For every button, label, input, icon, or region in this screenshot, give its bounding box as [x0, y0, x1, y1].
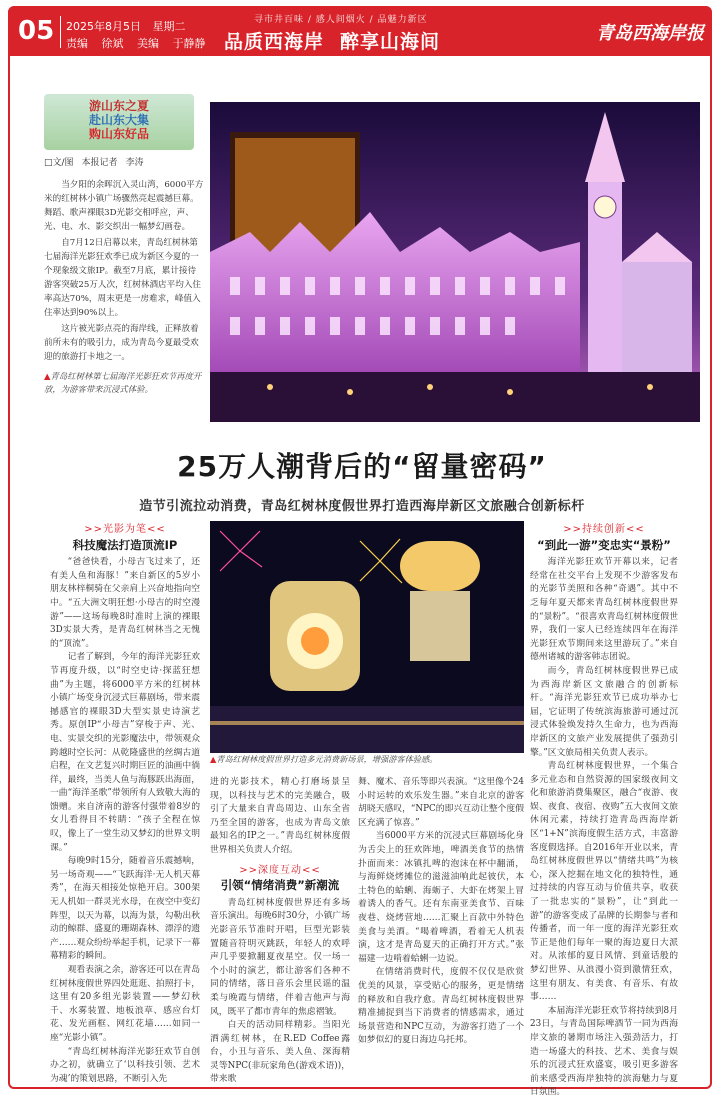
body-paragraph: 记者了解到，今年的海洋光影狂欢节再度升级，以“时空史诗·探蓝狂想曲”为主题，将6000平方米的红树林小镇广场变身沉浸式巨幕剧场，带来震撼感官的裸眼3D大型实景史诗演艺秀。原创IP“小母吉”穿梭于声、光、电、实景交织的光影魔法中，带领观众跨越时空长河：从乾隆盛世的丝绸古道启程，在文艺复兴时期巨匠的油画中徜徉，最终，当美人鱼与海豚跃出海面，一曲“海洋圣歌”带领所有人致敬大海的馈赠。来自济南的游客付强带着8岁的女儿看得目不转睛：“孩子全程在惊叹，像上了一堂生动又梦幻的世界文明课。” — [50, 652, 200, 853]
date-line — [66, 18, 194, 34]
newspaper-page — [8, 6, 712, 1098]
byline: □文/图 本报记者 李涛 — [44, 158, 144, 168]
section-title-4: “到此一游”变忠实“景粉” — [537, 537, 671, 552]
body-paragraph: 在情绪消费时代，度假不仅仅是欣赏优美的风景，享受贴心的服务，更是情绪的释放和自我疗愈。青岛红树林度假世界精准捕捉到当下消费者的情感需求，通过场景营造和NPC互动，为游客打造了一个如梦似幻的夏日海边乌托邦。 — [358, 967, 524, 1046]
section-title-2: 引领“情绪消费”新潮流 — [220, 878, 340, 893]
triangle-icon: ▲ — [210, 754, 217, 764]
body-paragraph: 白天的活动同样精彩。当阳光洒满红树林，在R.ED Coffee露台，小丑与音乐、美人鱼、深海精灵等NPC(非玩家角色(游戏术语))，带来歌 — [210, 1020, 350, 1085]
article-column-2 — [210, 776, 350, 1087]
body-paragraph: 青岛红树林度假世界还有多场音乐演出。每晚6时30分，小镇广场光影音乐节准时开唱，巨型光影装置随音符明灭跳跃，年轻人的欢呼声几乎要掀翻夏夜星空。仅一场一个小时的演艺，都让游客们各种不同的情绪，落日音乐会里民谣的温柔与晚霞与情绪，伴着吉他声与海风，既平了都市青年的焦虑褶皱。 — [210, 897, 350, 1017]
body-paragraph: 而今，青岛红树林度假世界已成为西海岸新区文旅融合的创新标杆。“海洋光影狂欢节已成功举办七届，它证明了传统滨海旅游可通过沉浸式体验焕发持久生命力，也为西海岸新区的文旅产业发展提供了强劲引擎。”区文旅局相关负责人表示。 — [530, 665, 678, 758]
article-column-3 — [358, 776, 524, 1048]
header-slogan: 寻市井百味 / 感人间烟火 / 品魅力新区 — [254, 15, 428, 25]
body-paragraph: 舞、魔术、音乐等即兴表演。“这里像个24小时运转的欢乐发生器。”来自北京的游客胡晓天感叹，“NPC的即兴互动让整个度假区充满了惊喜。” — [358, 777, 524, 828]
body-paragraph: “青岛红树林海洋光影狂欢节自创办之初，就确立了‘以科技引领、艺术为魂’的策划思路，不断引入先 — [50, 1046, 200, 1084]
page-number: 05 — [18, 16, 55, 46]
photo-caption: ▲青岛红树林第七届海洋光影狂欢节再度开放，为游客带来沉浸式体验。 — [44, 371, 202, 394]
newspaper-logo: 青岛西海岸报 — [596, 23, 704, 44]
light-installation-photo — [210, 521, 524, 753]
article-column-4 — [530, 523, 678, 1100]
lead-paragraph: 这片被光影点亮的海岸线，正释放着前所未有的吸引力，成为青岛今夏最受欢迎的旅游打卡地之一。 — [44, 324, 199, 362]
date: 2025年8月5日 — [66, 20, 141, 33]
section-title: 品质西海岸 醉享山海间 — [224, 31, 441, 53]
designer-name: 于静静 — [172, 37, 206, 50]
body-paragraph: 海洋光影狂欢节开幕以来，记者经常在社交平台上发现不少游客发布的光影节美照和各种“奇遇”。其中不乏每年夏天都来青岛红树林度假世界的“景粉”。“很喜欢青岛红树林度假世界，我们一家人已经连续四年在海洋光影狂欢节期间来这里游玩了。”来自德州诸城的游客韩志团说。 — [530, 557, 678, 663]
body-paragraph: 当6000平方米的沉浸式巨幕剧场化身为舌尖上的狂欢阵地，啤酒美食节的热情扑面而来：冰镇扎啤的泡沫在杯中翻涌，与海鲜烧烤摊位的滋滋油响此起彼伏，本土特色的蛤蜊、海蛎子、大虾在烤架上冒着诱人的香气。还有东南亚美食节、百味夜巷、烧烤营地……汇聚上百款中外特色美食与美酒。“喝着啤酒，看着无人机表演，这才是青岛夏天的正确打开方式。”张福建一边啃着蛤蜊一边说。 — [358, 831, 524, 964]
subheadline: 造节引流拉动消费，青岛红树林度假世界打造西海岸新区文旅融合创新标杆 — [139, 499, 585, 514]
header-divider — [60, 16, 61, 48]
lead-paragraph: 自7月12日启幕以来，青岛红树林第七届海洋光影狂欢季已成为新区今夏的一个现象级文旅IP。截至7月底，累计接待游客突破25万人次，红树林酒店平均入住率高达70%，周末更是一房难求，峰值入住率达到90%以上。 — [44, 238, 202, 318]
editor-role: 责编 — [66, 37, 88, 50]
castle-night-photo — [210, 102, 700, 422]
section-tag: >>深度互动<< — [239, 864, 321, 876]
body-paragraph: “爸爸快看，小母吉飞过来了，还有美人鱼和海豚！”来自新区的5岁小朋友林梓桐骑在父亲肩上兴奋地指向空中。“五大洲文明狂想·小母吉的时空漫游”——这场每晚8时准时上演的裸眼3D实景大秀，是青岛红树林当之无愧的“顶流”。 — [50, 557, 200, 649]
headline: 25万人潮背后的“留量密码” — [177, 450, 547, 483]
body-paragraph: 本届海洋光影狂欢节将持续到8月23日，与青岛国际啤酒节一同为西海岸文旅的暑期市场注入强劲活力，打造一场盛大的科技、艺术、美食与娱乐的沉浸式狂欢盛宴，吸引更多游客前来感受西海岸独特的滨海魅力与夏日氛围。 — [530, 1005, 678, 1098]
editor-name: 徐斌 — [101, 37, 124, 50]
body-paragraph: 每晚9时15分，随着音乐震撼响，另一场奇观——“飞跃海洋·无人机天幕秀”，在海天相接处惊艳开启。300架无人机如一群灵光水母，在夜空中变幻阵型，以天为幕，以海为景，勾勒出秋动的鲸群、盛夏的珊瑚森林、漂浮的遗产……观众纷纷举起手机，记录下一幕幕精彩的瞬间。 — [50, 856, 200, 962]
article-column-1 — [50, 523, 200, 1086]
body-paragraph: 观看表演之余，游客还可以在青岛红树林度假世界四处逛逛、拍照打卡，这里有20多组光影装置——梦幻秋千、水雾装置、地板浪草、感应台灯花、发光画框、网红花墙……如同一座“光影小镇”。 — [50, 965, 200, 1043]
section-tag: >>光影为笔<< — [84, 524, 166, 535]
designer-role: 美编 — [137, 37, 159, 50]
editors-line — [66, 35, 216, 51]
triangle-icon: ▲ — [44, 371, 51, 381]
section-tag: >>持续创新<< — [563, 524, 645, 535]
body-paragraph: 进的光影技术，精心打磨场景呈现，以科技与艺术的完美融合，吸引了大量来自青岛周边、山东全省乃至全国的游客，也成为青岛文旅最知名的IP之一。”青岛红树林度假世界相关负责人介绍。 — [210, 777, 350, 855]
page-header — [10, 8, 710, 56]
section-title-1: 科技魔法打造顶流IP — [72, 537, 178, 552]
photo-caption-2: ▲青岛红树林度假世界打造多元消费新场景，增强游客体验感。 — [210, 754, 438, 764]
weekday: 星期二 — [152, 20, 186, 33]
lead-sidebar — [44, 94, 204, 429]
promo-banner: 游山东之夏 赴山东大集 购山东好品 — [44, 94, 194, 150]
lead-paragraph: 当夕阳的余晖沉入灵山湾，6000平方米的红树林小镇广场骤然亮起震撼巨幕。舞蹈、歌声裸眼3D光影交相呼应，声、光、电、水、影交织出一幅梦幻画卷。 — [44, 180, 204, 232]
body-paragraph: 青岛红树林度假世界，一个集合多元业态和自然资源的国家级夜间文化和旅游消费集聚区，融合“夜游、夜娱、夜食、夜宿、夜购”五大夜间文旅休闲元素，持续打造青岛西海岸新区“1+N”滨海度假生活方式，丰富游客度假选择。自2016年开业以来，青岛红树林度假世界以“情绪共鸣”为核心，深入挖掘在地文化的独特性，通过持续的内容互动与价值共享，收获了一批忠实的“景粉”，让“到此一游”的游客变成了品牌的长期参与者和传播者，而一年一度的海洋光影狂欢节正是他们每年一聚的海边夏日大派对。从浓郁的夏日风情、到童话般的梦幻世界、从浪漫小资到激情狂欢，这里有朋友、有美食、有音乐、有故事…… — [530, 761, 678, 1003]
